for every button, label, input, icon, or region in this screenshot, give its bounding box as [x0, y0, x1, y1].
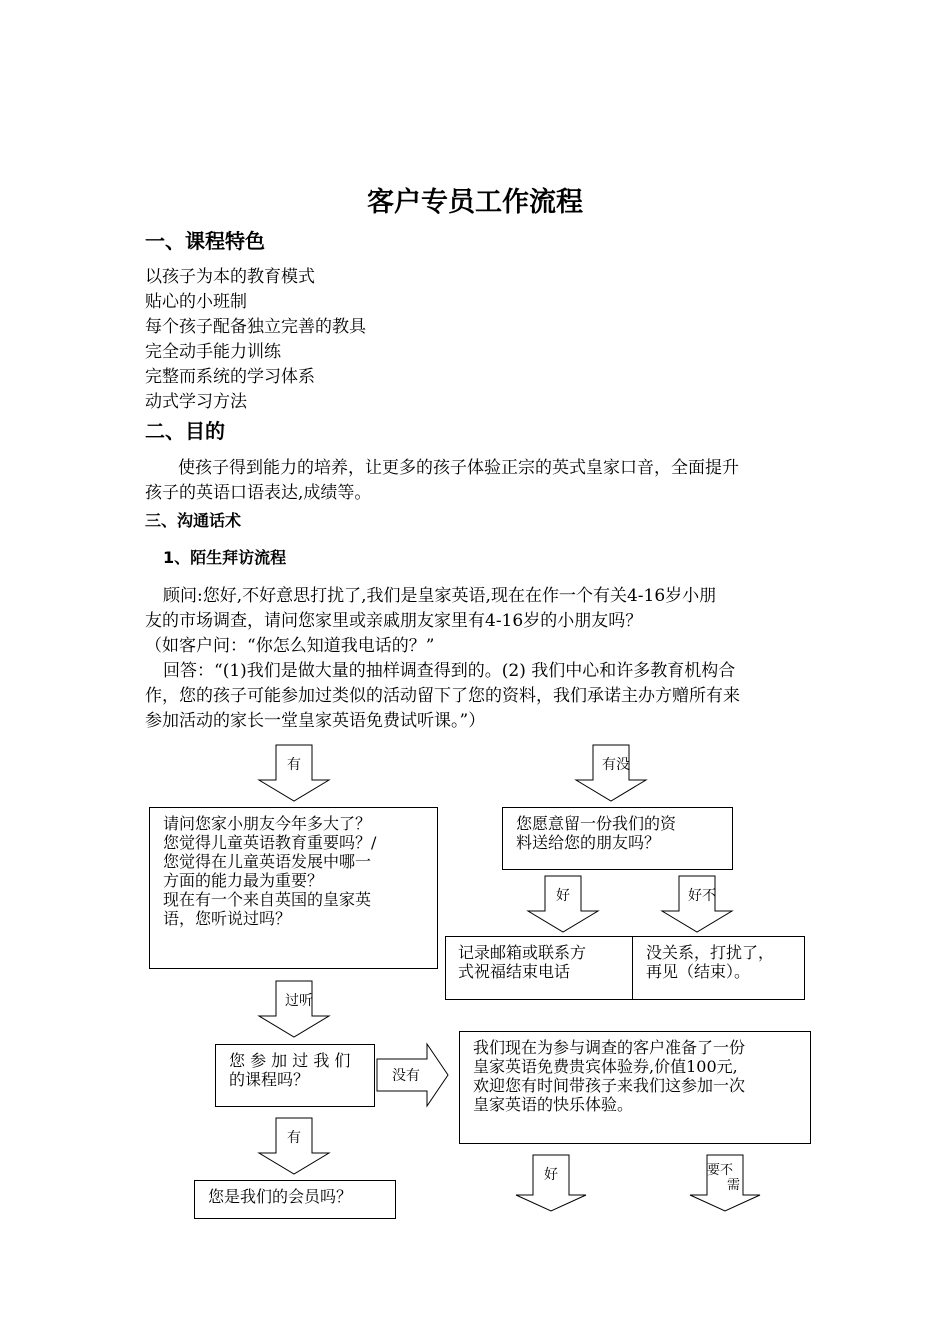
flow-box-text: 您觉得在儿童英语发展中哪一: [163, 852, 372, 871]
script-paragraph: 回答：“(1)我们是做大量的抽样调查得到的。(2) 我们中心和许多教育机构合: [163, 661, 736, 681]
section1-heading: 一、课程特色: [145, 229, 265, 253]
flow-box-text: 您 参 加 过 我 们: [229, 1051, 351, 1070]
arrow-label-no: 有没: [602, 757, 630, 773]
flow-box-ask-age: [149, 807, 438, 969]
section2-heading: 二、目的: [145, 419, 225, 443]
down-arrow-icon: [661, 876, 733, 933]
flow-box-text: 的课程吗？: [229, 1070, 310, 1089]
arrow-label-ok: 好: [556, 888, 570, 904]
down-arrow-icon: [515, 1155, 587, 1212]
arrow-label-heard: 过听: [285, 993, 313, 1009]
down-arrow-icon: [258, 1118, 330, 1175]
script-paragraph: （如客户问：“你怎么知道我电话的？”: [145, 636, 435, 656]
arrow-label-accept: 好: [544, 1167, 558, 1183]
flow-box-text: 现在有一个来自英国的皇家英: [163, 890, 372, 909]
feature-item: 完整而系统的学习体系: [145, 367, 315, 387]
flow-box-text: 您觉得儿童英语教育重要吗？/: [163, 833, 377, 852]
feature-item: 动式学习方法: [145, 392, 247, 412]
flow-box-text: 欢迎您有时间带孩子来我们这参加一次: [473, 1076, 746, 1095]
purpose-text-line1: 使孩子得到能力的培养，让更多的孩子体验正宗的英式皇家口音，全面提升: [178, 458, 739, 478]
script-paragraph: 作，您的孩子可能参加过类似的活动留下了您的资料，我们承诺主办方赠所有来: [145, 686, 740, 706]
arrow-label-text: 要不: [707, 1163, 734, 1178]
flow-box-text: 记录邮箱或联系方: [458, 943, 587, 962]
flow-box-text: 皇家英语的快乐体验。: [473, 1095, 634, 1114]
section3-heading: 三、沟通话术: [145, 511, 242, 530]
feature-item: 每个孩子配备独立完善的教具: [145, 317, 366, 337]
flow-box-goodbye: [632, 936, 805, 1000]
flow-box-leave-info: [502, 807, 733, 870]
flow-box-voucher: [459, 1031, 811, 1144]
down-arrow-icon: [258, 745, 330, 802]
feature-item: 完全动手能力训练: [145, 342, 281, 362]
flow-box-text: 料送给您的朋友吗？: [516, 833, 661, 852]
script-paragraph: 友的市场调查，请问您家里或亲戚朋友家里有4-16岁的小朋友吗？: [145, 611, 643, 631]
arrow-label-decline: [707, 1163, 747, 1193]
flow-box-text: 语，您听说过吗？: [163, 909, 292, 928]
script-paragraph: 顾问:您好,不好意思打扰了,我们是皇家英语,现在在作一个有关4-16岁小朋: [163, 586, 717, 606]
flow-box-text: 没关系，打扰了，: [646, 943, 775, 962]
flow-box-text: 再见（结束）。: [646, 962, 751, 981]
down-arrow-icon: [258, 981, 330, 1038]
purpose-text-line2: 孩子的英语口语表达,成绩等。: [145, 483, 372, 503]
arrow-label-not-attended: 没有: [392, 1068, 420, 1084]
script-paragraph: 参加活动的家长一堂皇家英语免费试听课。”）: [145, 711, 486, 731]
flow-box-text: 您愿意留一份我们的资: [516, 814, 677, 833]
flow-box-text: 皇家英语免费贵宾体验券,价值100元,: [473, 1057, 738, 1076]
flow-box-record-contact: [445, 936, 633, 1000]
flow-box-text: 请问您家小朋友今年多大了？: [163, 814, 372, 833]
flow-box-text: 方面的能力最为重要？: [163, 871, 324, 890]
arrow-label-attended: 有: [287, 1130, 301, 1146]
arrow-label-not-ok: 好不: [688, 888, 716, 904]
subsection-title: 1、陌生拜访流程: [163, 548, 287, 567]
arrow-label-text: 需: [727, 1178, 741, 1193]
feature-item: 以孩子为本的教育模式: [145, 267, 315, 287]
page-title: 客户专员工作流程: [367, 187, 583, 218]
down-arrow-icon: [575, 745, 647, 802]
arrow-label-yes: 有: [287, 757, 301, 773]
down-arrow-icon: [527, 876, 599, 933]
flow-box-text: 您是我们的会员吗？: [208, 1187, 353, 1206]
feature-item: 贴心的小班制: [145, 292, 247, 312]
flow-box-text: 式祝福结束电话: [458, 962, 571, 981]
flow-box-attended: [215, 1044, 375, 1107]
flow-box-member: [194, 1180, 396, 1219]
flow-box-text: 我们现在为参与调查的客户准备了一份: [473, 1038, 746, 1057]
